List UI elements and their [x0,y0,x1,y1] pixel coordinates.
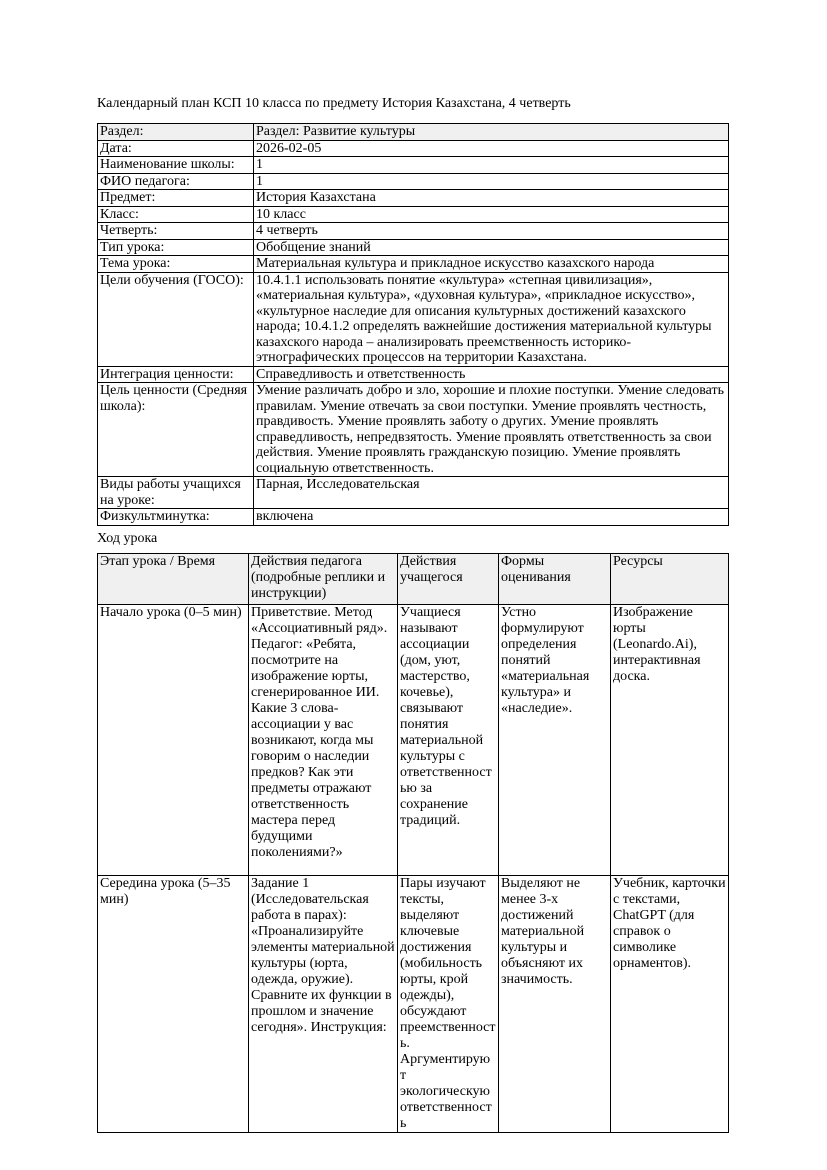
table-row [98,256,729,273]
info-value: Обобщение знаний [254,239,729,256]
info-value: Парная, Исследовательская [254,477,729,509]
lesson-plan-document [97,96,728,1133]
stage-cell: Середина урока (5–35 мин) [98,875,249,1132]
info-label: Цель ценности (Средняя школа): [98,383,254,477]
table-row [98,140,729,157]
student-actions-cell: Учащиеся называют ассоциации (дом, уют, мастерство, кочевье), связывают понятия материальной культуры с ответственностью за сохранение традиций. [398,604,499,875]
assessment-cell: Устно формулируют определения понятий «материальная культура» и «наследие». [499,604,611,875]
info-label: Цели обучения (ГОСО): [98,272,254,366]
info-value: 1 [254,157,729,174]
table-row [98,190,729,207]
column-header-assessment: Формы оценивания [499,553,611,604]
column-header-student-actions: Действия учащегося [398,553,499,604]
table-row [98,223,729,240]
info-value: Справедливость и ответственность [254,366,729,383]
table-row [98,383,729,477]
info-value: 4 четверть [254,223,729,240]
column-header-resources: Ресурсы [611,553,729,604]
table-row [98,157,729,174]
resources-cell: Учебник, карточки с текстами, ChatGPT (для справок о символике орнаментов). [611,875,729,1132]
section-heading: Ход урока [97,530,158,546]
info-label: Тема урока: [98,256,254,273]
table-row [98,272,729,366]
info-label: Интеграция ценности: [98,366,254,383]
column-header-stage: Этап урока / Время [98,553,249,604]
info-label: Класс: [98,206,254,223]
teacher-actions-cell: Приветствие. Метод «Ассоциативный ряд». Педагог: «Ребята, посмотрите на изображение юрты, сгенерированное ИИ. Какие 3 слова-ассоциации у вас возникают, когда мы говорим о наследии предков? Как эти предметы отражают ответственность мастера перед будущими поколениями?» [249,604,398,875]
info-label: Виды работы учащихся на уроке: [98,477,254,509]
info-value: 1 [254,173,729,190]
info-value: Умение различать добро и зло, хорошие и плохие поступки. Умение следовать правилам. Умение отвечать за свои поступки. Умение проявлять честность, правдивость. Умение проявлять заботу о других. Умение проявлять справедливость, непредвзятость. Умение проявлять ответственность за свои действия. Умение проявлять гражданскую позицию. Умение проявлять социальную ответственность. [254,383,729,477]
info-label: Тип урока: [98,239,254,256]
info-label: Четверть: [98,223,254,240]
info-value: 10 класс [254,206,729,223]
lesson-flow-table [97,553,729,1133]
table-row [98,206,729,223]
info-value: История Казахстана [254,190,729,207]
table-row [98,239,729,256]
info-label: ФИО педагога: [98,173,254,190]
info-value: 10.4.1.1 использовать понятие «культура» «степная цивилизация», «материальная культура», «духовная культура», «прикладное искусство», «культурное наследие для описания культурных достижений казахского народа; 10.4.1.2 определять важнейшие достижения материальной культуры казахского народа – анализировать преемственность историко-этнографических процессов на территории Казахстана. [254,272,729,366]
table-row [98,366,729,383]
table-row [98,604,729,875]
student-actions-cell: Пары изучают тексты, выделяют ключевые достижения (мобильность юрты, крой одежды), обсуждают преемственность. Аргументируют экологическую ответственность [398,875,499,1132]
info-value: 2026-02-05 [254,140,729,157]
info-label: Физкультминутка: [98,509,254,526]
table-row [98,173,729,190]
teacher-actions-cell: Задание 1 (Исследовательская работа в парах): «Проанализируйте элементы материальной культуры (юрта, одежда, оружие). Сравните их функции в прошлом и значение сегодня». Инструкция: [249,875,398,1132]
assessment-cell: Выделяют не менее 3-х достижений материальной культуры и объясняют их значимость. [499,875,611,1132]
lesson-info-table [97,123,729,526]
info-value: Материальная культура и прикладное искусство казахского народа [254,256,729,273]
info-label: Предмет: [98,190,254,207]
table-row [98,477,729,509]
table-row [98,124,729,141]
info-label: Раздел: [98,124,254,141]
table-row [98,875,729,1132]
table-row [98,509,729,526]
info-label: Дата: [98,140,254,157]
info-label: Наименование школы: [98,157,254,174]
info-value: включена [254,509,729,526]
stage-cell: Начало урока (0–5 мин) [98,604,249,875]
column-header-teacher-actions: Действия педагога (подробные реплики и инструкции) [249,553,398,604]
header-row [98,553,729,604]
page-title: Календарный план КСП 10 класса по предмету История Казахстана, 4 четверть [97,96,571,111]
resources-cell: Изображение юрты (Leonardo.Ai), интерактивная доска. [611,604,729,875]
info-value: Раздел: Развитие культуры [254,124,729,141]
